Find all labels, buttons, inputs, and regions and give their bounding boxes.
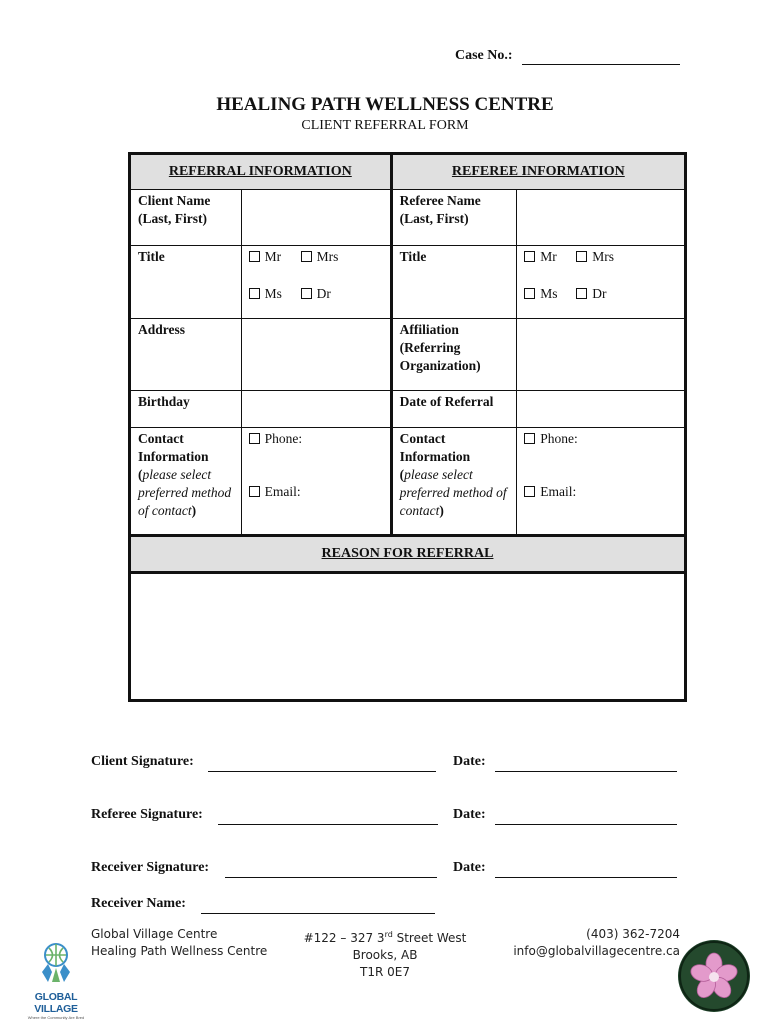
client-title-dr[interactable]: Dr <box>301 285 353 303</box>
receiver-date-label: Date: <box>453 860 486 875</box>
global-village-logo <box>22 942 90 1020</box>
referee-title-dr[interactable]: Dr <box>576 285 628 303</box>
referral-information-header: REFERRAL INFORMATION <box>130 154 392 190</box>
referee-email-option[interactable]: Email: <box>524 483 677 501</box>
checkbox-icon[interactable] <box>249 433 260 444</box>
checkbox-icon[interactable] <box>301 251 312 262</box>
client-title-ms[interactable]: Ms <box>249 285 301 303</box>
referee-contact-label: Contact Information (please select preferred method of contact) <box>391 428 517 536</box>
client-date-field[interactable] <box>495 771 677 772</box>
footer-email[interactable]: info@globalvillagecentre.ca <box>513 944 680 958</box>
checkbox-icon[interactable] <box>301 288 312 299</box>
receiver-date-field[interactable] <box>495 877 677 878</box>
referee-contact-note: please select preferred method of contact <box>399 467 507 518</box>
referee-title-ms[interactable]: Ms <box>524 285 576 303</box>
client-phone-option[interactable]: Phone: <box>249 430 383 448</box>
referee-date-label: Date: <box>453 807 486 822</box>
footer-organizations: Global Village Centre Healing Path Wellness Centre <box>91 927 268 958</box>
receiver-signature-label: Receiver Signature: <box>91 860 210 875</box>
birthday-field[interactable] <box>241 391 391 428</box>
footer-contact: (403) 362-7204 info@globalvillagecentre.ca <box>505 926 680 960</box>
checkbox-icon[interactable] <box>576 251 587 262</box>
referee-contact-options <box>517 428 686 536</box>
address-field[interactable] <box>241 319 391 391</box>
client-title-mrs[interactable]: Mrs <box>301 248 353 266</box>
client-date-label: Date: <box>453 754 486 769</box>
date-of-referral-label: Date of Referral <box>391 391 517 428</box>
client-title-mr[interactable]: Mr <box>249 248 301 266</box>
client-email-option[interactable]: Email: <box>249 483 383 501</box>
checkbox-icon[interactable] <box>524 288 535 299</box>
referee-phone-option[interactable]: Phone: <box>524 430 677 448</box>
address-label: Address <box>130 319 242 391</box>
checkbox-icon[interactable] <box>249 288 260 299</box>
receiver-name-field[interactable] <box>201 913 435 914</box>
reason-for-referral-header: REASON FOR REFERRAL <box>130 536 686 573</box>
form-title: CLIENT REFERRAL FORM <box>301 118 469 133</box>
case-number-label: Case No.: <box>455 48 513 63</box>
client-signature-label: Client Signature: <box>91 754 194 769</box>
client-contact-label: Contact Information (please select preferred method of contact) <box>130 428 242 536</box>
checkbox-icon[interactable] <box>576 288 587 299</box>
referee-name-label: Referee Name (Last, First) <box>391 190 517 246</box>
referral-form-table <box>128 152 687 702</box>
checkbox-icon[interactable] <box>524 486 535 497</box>
referee-signature-label: Referee Signature: <box>91 807 203 822</box>
affiliation-label: Affiliation (Referring Organization) <box>391 319 517 391</box>
client-title-options <box>241 246 391 319</box>
checkbox-icon[interactable] <box>524 433 535 444</box>
checkbox-icon[interactable] <box>249 486 260 497</box>
checkbox-icon[interactable] <box>524 251 535 262</box>
client-name-field[interactable] <box>241 190 391 246</box>
case-number-field[interactable] <box>522 64 680 65</box>
birthday-label: Birthday <box>130 391 242 428</box>
global-village-logo-text: GLOBAL VILLAGE <box>34 991 78 1015</box>
referee-date-field[interactable] <box>495 824 677 825</box>
global-village-logo-tagline: Where the Community Are Bred <box>27 1015 85 1020</box>
referee-name-field[interactable] <box>517 190 686 246</box>
client-name-label: Client Name (Last, First) <box>130 190 242 246</box>
referee-title-label: Title <box>391 246 517 319</box>
reason-for-referral-field[interactable] <box>130 573 686 701</box>
receiver-signature-field[interactable] <box>225 877 437 878</box>
referee-information-header: REFEREE INFORMATION <box>391 154 685 190</box>
affiliation-field[interactable] <box>517 319 686 391</box>
receiver-name-label: Receiver Name: <box>91 896 186 911</box>
footer-address: #122 – 327 3rd Street West Brooks, AB T1R 0E7 <box>303 930 467 979</box>
healing-path-logo-text <box>678 940 679 941</box>
flower-icon <box>678 940 750 1012</box>
referee-title-mr[interactable]: Mr <box>524 248 576 266</box>
referee-signature-field[interactable] <box>218 824 438 825</box>
referee-title-options <box>517 246 686 319</box>
client-title-label: Title <box>130 246 242 319</box>
healing-path-logo <box>678 940 750 1012</box>
date-of-referral-field[interactable] <box>517 391 686 428</box>
client-signature-field[interactable] <box>208 771 436 772</box>
checkbox-icon[interactable] <box>249 251 260 262</box>
client-contact-note: please select preferred method of contact <box>138 467 232 518</box>
organization-title: HEALING PATH WELLNESS CENTRE <box>216 94 554 115</box>
referee-title-mrs[interactable]: Mrs <box>576 248 628 266</box>
client-contact-options <box>241 428 391 536</box>
globe-hands-icon <box>22 942 90 986</box>
